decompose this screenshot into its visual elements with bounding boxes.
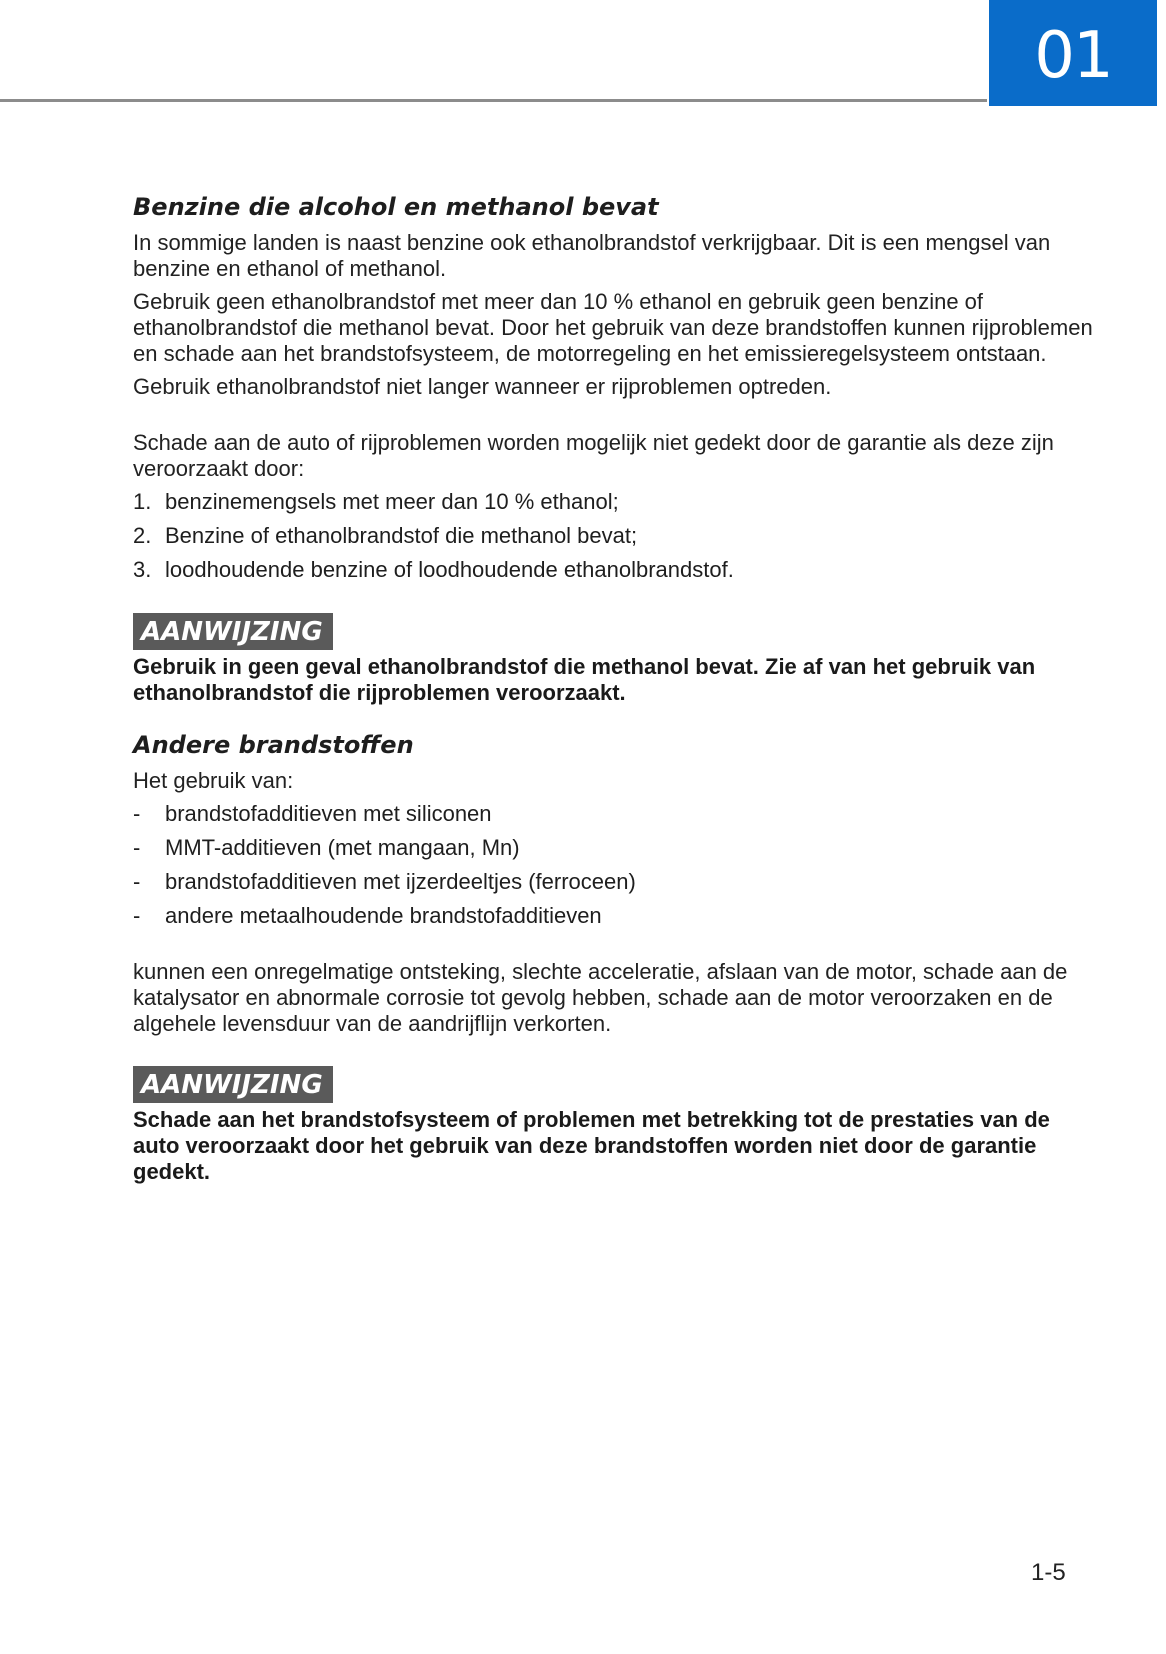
dash-list (133, 801, 1093, 929)
list-item (133, 835, 1093, 861)
notice-text: Gebruik in geen geval ethanolbrandstof die methanol bevat. Zie af van het gebruik van ethanolbrandstof die rijproblemen veroorzaakt. (133, 654, 1036, 705)
paragraph: Gebruik geen ethanolbrandstof met meer dan 10 % ethanol en gebruik geen benzine of ethanolbrandstof die methanol bevat. Door het gebruik van deze brandstoffen kunnen rijproblemen en schade aan het brandstofsysteem, de motorregeling en het emissieregelsysteem ontstaan. (133, 289, 1093, 366)
list-item-text: andere metaalhoudende brandstofadditieven (165, 903, 602, 928)
numbered-list (133, 489, 1093, 583)
list-item (133, 489, 1093, 515)
list-item-text: Benzine of ethanolbrandstof die methanol bevat; (165, 523, 638, 548)
header-divider (0, 99, 987, 102)
section-title-alcohol-methanol: Benzine die alcohol en methanol bevat (133, 193, 659, 221)
list-item-text: brandstofadditieven met ijzerdeeltjes (ferroceen) (165, 869, 636, 894)
notice-label: AANWIJZING (133, 1066, 333, 1103)
chapter-tab: 01 (989, 0, 1157, 106)
list-marker: - (133, 869, 141, 894)
page-content (133, 190, 1093, 1185)
list-marker: 3. (133, 557, 152, 582)
list-marker: - (133, 801, 141, 826)
paragraph: kunnen een onregelmatige ontsteking, slechte acceleratie, afslaan van de motor, schade aan de katalysator en abnormale corrosie tot gevolg hebben, schade aan de motor veroorzaken en de algehele levensduur van de aandrijflijn verkorten. (133, 959, 1068, 1036)
list-item-text: loodhoudende benzine of loodhoudende ethanolbrandstof. (165, 557, 734, 582)
section-title-other-fuels: Andere brandstoffen (133, 731, 414, 759)
list-marker: - (133, 835, 141, 860)
list-item-text: MMT-additieven (met mangaan, Mn) (165, 835, 520, 860)
page-number: 1-5 (1031, 1559, 1066, 1586)
list-item (133, 801, 1093, 827)
list-item (133, 869, 1093, 895)
list-marker: - (133, 903, 141, 928)
list-item (133, 557, 1093, 583)
list-item-text: brandstofadditieven met siliconen (165, 801, 492, 826)
notice-label: AANWIJZING (133, 613, 333, 650)
list-marker: 1. (133, 489, 152, 514)
list-marker: 2. (133, 523, 152, 548)
list-item (133, 903, 1093, 929)
paragraph: Schade aan de auto of rijproblemen worden mogelijk niet gedekt door de garantie als deze zijn veroorzaakt door: (133, 430, 1054, 481)
paragraph: In sommige landen is naast benzine ook ethanolbrandstof verkrijgbaar. Dit is een mengsel van benzine en ethanol of methanol. (133, 230, 1051, 281)
paragraph: Het gebruik van: (133, 768, 294, 793)
notice-text: Schade aan het brandstofsysteem of problemen met betrekking tot de prestaties van de auto veroorzaakt door het gebruik van deze brandstoffen worden niet door de garantie gedekt. (133, 1107, 1050, 1184)
list-item (133, 523, 1093, 549)
paragraph: Gebruik ethanolbrandstof niet langer wanneer er rijproblemen optreden. (133, 374, 832, 399)
list-item-text: benzinemengsels met meer dan 10 % ethanol; (165, 489, 619, 514)
